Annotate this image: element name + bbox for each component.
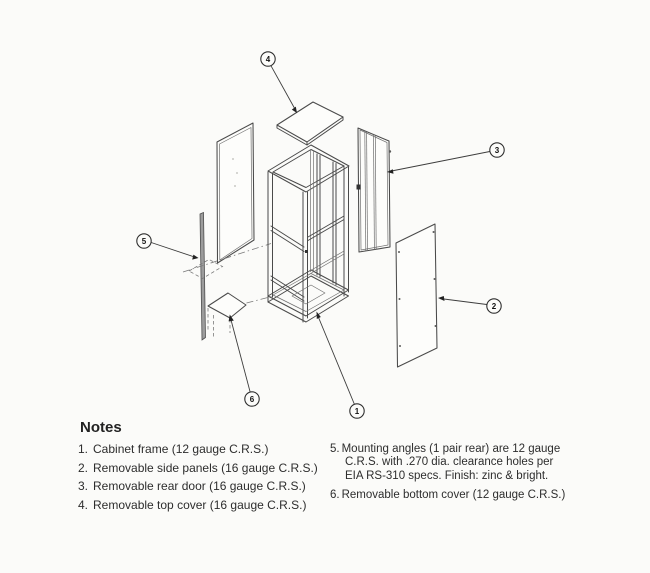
callout-2	[438, 296, 501, 313]
note-item-text: Removable bottom cover (12 gauge C.R.S.)	[341, 489, 566, 502]
note-item-number: 4.	[78, 497, 89, 512]
callout-4-number: 4	[265, 54, 271, 64]
frame-latch-mark	[305, 250, 308, 253]
callout-5-number: 5	[141, 236, 147, 246]
callout-4	[261, 52, 297, 113]
note-item-3	[78, 480, 328, 493]
rear-door-panel	[357, 128, 392, 252]
note-item-text: Removable top cover (16 gauge C.R.S.)	[93, 497, 307, 512]
note-item-1	[78, 443, 328, 456]
bottom-cover-panel	[208, 293, 246, 339]
note-item-2	[78, 462, 328, 475]
door-hinge-mark	[357, 185, 361, 190]
note-item-text: Removable side panels (16 gauge C.R.S.)	[93, 460, 318, 475]
callout-2-number: 2	[491, 301, 497, 311]
callout-5	[137, 234, 199, 260]
note-item-5	[330, 443, 574, 483]
callout-3	[387, 143, 504, 174]
note-item-number: 6.	[330, 489, 340, 502]
left-side-panel	[217, 123, 254, 263]
callout-6	[229, 315, 260, 407]
note-item-number: 5.	[330, 443, 340, 455]
callout-1	[317, 312, 365, 419]
cabinet-frame	[268, 145, 349, 322]
note-item-number: 3.	[78, 479, 89, 493]
callout-6-number: 6	[249, 394, 255, 404]
notes-title: Notes	[80, 419, 122, 436]
notes-right-column	[330, 443, 574, 509]
notes-left-column	[78, 443, 328, 517]
note-item-4	[78, 499, 328, 512]
mounting-angle-strip	[200, 213, 206, 341]
note-item-text: Cabinet frame (12 gauge C.R.S.)	[93, 442, 269, 456]
right-side-panel	[396, 224, 437, 367]
callout-1-number: 1	[354, 406, 360, 416]
note-item-number: 2.	[78, 460, 89, 475]
callout-3-number: 3	[494, 145, 500, 155]
note-item-text: Removable rear door (16 gauge C.R.S.)	[93, 479, 306, 493]
note-item-6	[330, 489, 574, 502]
top-cover-panel	[277, 102, 343, 145]
note-item-text: Mounting angles (1 pair rear) are 12 gauge C.R.S. with .270 dia. clearance holes per EIA RS-310 specs. Finish: zinc & bright.	[341, 443, 561, 482]
note-item-number: 1.	[78, 442, 89, 456]
